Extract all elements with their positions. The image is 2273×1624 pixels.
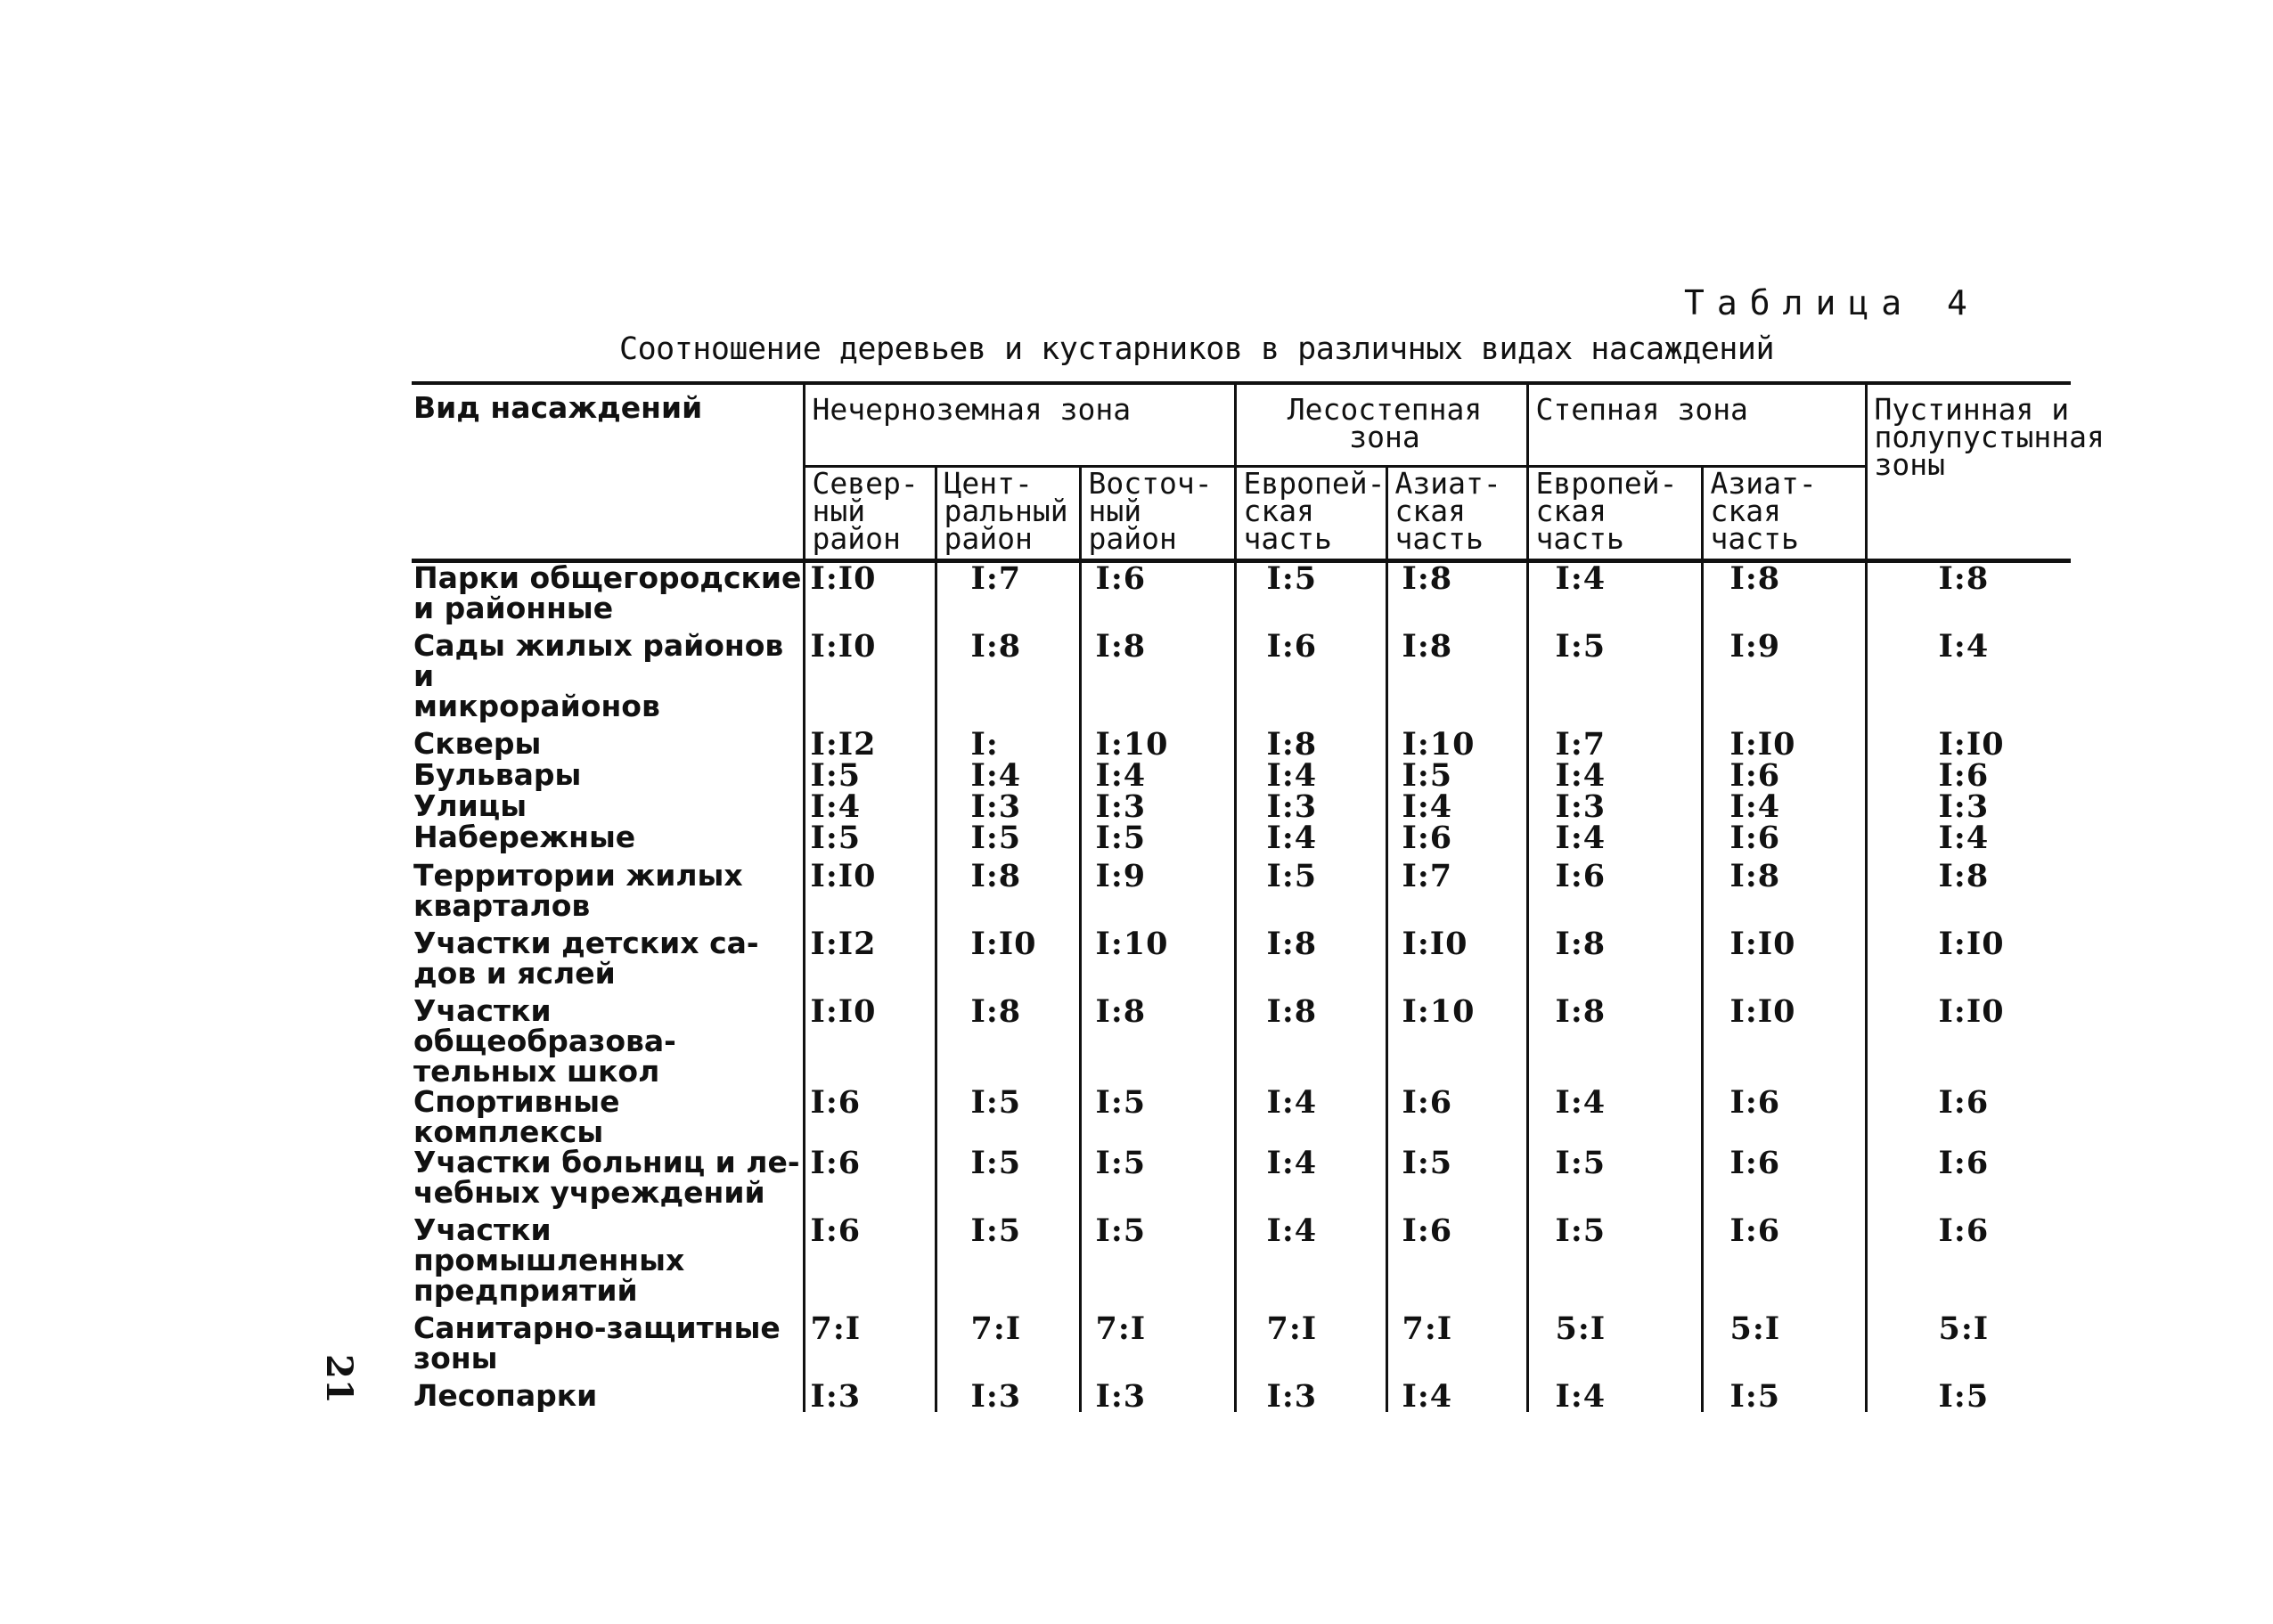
ratio-cell: I:8 bbox=[1080, 624, 1235, 722]
ratio-cell: 7:I bbox=[1386, 1306, 1527, 1374]
row-plantation-name: Бульвары bbox=[413, 757, 582, 792]
ratio-cell: I:5 bbox=[936, 1147, 1080, 1208]
ratio-cell: I:5 bbox=[1080, 1208, 1235, 1306]
ratio-cell: I:I0 bbox=[1702, 989, 1866, 1087]
header-group-steppe: Степная зона bbox=[1527, 383, 1866, 467]
ratio-cell: I:3 bbox=[1080, 791, 1235, 822]
ratio-cell: I:9 bbox=[1080, 853, 1235, 921]
row-plantation-name: Набережные bbox=[413, 820, 636, 854]
header-steppe-asian: Азиат- ская часть bbox=[1702, 467, 1866, 561]
ratio-cell: 7:I bbox=[1080, 1306, 1235, 1374]
ratio-cell: I:10 bbox=[1080, 921, 1235, 989]
table-row bbox=[412, 561, 2071, 624]
ratio-cell: 7:I bbox=[1235, 1306, 1386, 1374]
ratio-cell: I:4 bbox=[1527, 760, 1702, 791]
ratio-table bbox=[412, 381, 2105, 1415]
ratio-cell: I:8 bbox=[1386, 624, 1527, 722]
ratio-cell: I:8 bbox=[1527, 921, 1702, 989]
table-row bbox=[412, 760, 2071, 791]
ratio-cell: I:4 bbox=[1235, 1147, 1386, 1208]
header-north-district: Север- ный район bbox=[804, 467, 936, 561]
ratio-cell: I:6 bbox=[1702, 1208, 1866, 1306]
ratio-cell: I:6 bbox=[804, 1147, 936, 1208]
table-row bbox=[412, 1374, 2071, 1412]
ratio-cell: I:10 bbox=[1386, 989, 1527, 1087]
ratio-cell: I:4 bbox=[1527, 561, 1702, 624]
ratio-cell: I:I2 bbox=[804, 921, 936, 989]
header-row-groups bbox=[412, 383, 2071, 467]
ratio-cell: I:6 bbox=[1527, 853, 1702, 921]
ratio-cell: I:8 bbox=[1866, 561, 2071, 624]
ratio-cell: 5:I bbox=[1866, 1306, 2071, 1374]
ratio-cell: I:8 bbox=[1235, 921, 1386, 989]
row-plantation-name: Участки промышленных предприятий bbox=[413, 1212, 685, 1308]
ratio-cell: I:5 bbox=[1080, 1147, 1235, 1208]
row-plantation-name: Улицы bbox=[413, 788, 527, 823]
ratio-cell: I:3 bbox=[936, 791, 1080, 822]
table-caption: Соотношение деревьев и кустарников в различных видах насаждений bbox=[619, 331, 1775, 367]
ratio-cell: I:5 bbox=[1235, 561, 1386, 624]
row-plantation-name: Лесопарки bbox=[413, 1378, 598, 1413]
ratio-cell: I:5 bbox=[1527, 624, 1702, 722]
ratio-cell: I:4 bbox=[1866, 822, 2071, 853]
header-steppe-european: Европей- ская часть bbox=[1527, 467, 1702, 561]
ratio-cell: I:8 bbox=[1527, 989, 1702, 1087]
table-row bbox=[412, 1087, 2071, 1147]
ratio-cell: I: bbox=[936, 722, 1080, 760]
header-forest-steppe-european: Европей- ская часть bbox=[1235, 467, 1386, 561]
header-forest-steppe-asian: Азиат- ская часть bbox=[1386, 467, 1527, 561]
ratio-cell: I:I0 bbox=[936, 921, 1080, 989]
ratio-cell: 7:I bbox=[804, 1306, 936, 1374]
ratio-cell: I:5 bbox=[804, 760, 936, 791]
ratio-cell: I:8 bbox=[1702, 561, 1866, 624]
header-east-district: Восточ- ный район bbox=[1080, 467, 1235, 561]
ratio-cell: I:6 bbox=[804, 1208, 936, 1306]
ratio-cell: I:10 bbox=[1386, 722, 1527, 760]
row-plantation-name: Санитарно-защитные зоны bbox=[413, 1310, 781, 1375]
ratio-cell: I:6 bbox=[1386, 1208, 1527, 1306]
table-row bbox=[412, 1147, 2071, 1208]
ratio-cell: I:6 bbox=[1235, 624, 1386, 722]
row-plantation-name: Участки детских са- дов и яслей bbox=[413, 926, 759, 991]
ratio-cell: I:I0 bbox=[1866, 921, 2071, 989]
ratio-cell: I:8 bbox=[1080, 989, 1235, 1087]
ratio-cell: I:5 bbox=[1527, 1208, 1702, 1306]
row-plantation-name: Спортивные комплексы bbox=[413, 1084, 620, 1149]
ratio-cell: I:3 bbox=[936, 1374, 1080, 1412]
ratio-cell: I:5 bbox=[1702, 1374, 1866, 1412]
ratio-cell: I:5 bbox=[1235, 853, 1386, 921]
ratio-cell: I:3 bbox=[1866, 791, 2071, 822]
ratio-cell: I:4 bbox=[1527, 1087, 1702, 1147]
ratio-cell: I:10 bbox=[1080, 722, 1235, 760]
ratio-cell: I:6 bbox=[1866, 1087, 2071, 1147]
ratio-cell: I:8 bbox=[1702, 853, 1866, 921]
table-label: Таблица 4 bbox=[1684, 283, 1980, 322]
ratio-cell: I:I0 bbox=[1702, 722, 1866, 760]
ratio-cell: I:I0 bbox=[1702, 921, 1866, 989]
table-row bbox=[412, 1208, 2071, 1306]
ratio-cell: I:6 bbox=[1080, 561, 1235, 624]
table-row bbox=[412, 921, 2071, 989]
ratio-cell: I:4 bbox=[1235, 1087, 1386, 1147]
ratio-cell: I:8 bbox=[1386, 561, 1527, 624]
ratio-cell: I:8 bbox=[1235, 722, 1386, 760]
ratio-cell: I:4 bbox=[936, 760, 1080, 791]
header-central-district: Цент- ральный район bbox=[936, 467, 1080, 561]
header-plantation-type: Вид насаждений bbox=[412, 383, 804, 561]
ratio-cell: I:7 bbox=[936, 561, 1080, 624]
ratio-cell: I:8 bbox=[936, 853, 1080, 921]
row-plantation-name: Участки общеобразова- тельных школ bbox=[413, 993, 676, 1089]
row-plantation-name: Скверы bbox=[413, 726, 542, 761]
ratio-cell: I:3 bbox=[1235, 1374, 1386, 1412]
ratio-cell: I:I0 bbox=[1386, 921, 1527, 989]
ratio-cell: I:7 bbox=[1386, 853, 1527, 921]
ratio-cell: I:4 bbox=[1702, 791, 1866, 822]
ratio-cell: I:4 bbox=[1080, 760, 1235, 791]
table-row bbox=[412, 722, 2071, 760]
ratio-cell: 7:I bbox=[936, 1306, 1080, 1374]
ratio-cell: I:5 bbox=[1866, 1374, 2071, 1412]
ratio-cell: I:I0 bbox=[804, 989, 936, 1087]
ratio-cell: I:6 bbox=[1866, 1208, 2071, 1306]
ratio-cell: I:8 bbox=[1235, 989, 1386, 1087]
ratio-cell: I:5 bbox=[936, 1087, 1080, 1147]
ratio-cell: I:4 bbox=[1866, 624, 2071, 722]
ratio-cell: I:9 bbox=[1702, 624, 1866, 722]
table-row bbox=[412, 1306, 2071, 1374]
ratio-cell: I:6 bbox=[1702, 760, 1866, 791]
ratio-cell: I:I0 bbox=[804, 561, 936, 624]
ratio-cell: I:5 bbox=[1080, 822, 1235, 853]
ratio-cell: I:4 bbox=[1527, 1374, 1702, 1412]
header-group-forest-steppe: Лесостепная зона bbox=[1235, 383, 1527, 467]
ratio-cell: I:6 bbox=[804, 1087, 936, 1147]
ratio-cell: I:6 bbox=[1386, 1087, 1527, 1147]
row-plantation-name: Территории жилых кварталов bbox=[413, 858, 743, 923]
ratio-cell: I:6 bbox=[1866, 1147, 2071, 1208]
ratio-cell: I:5 bbox=[1386, 760, 1527, 791]
ratio-cell: I:5 bbox=[1527, 1147, 1702, 1208]
ratio-cell: I:I0 bbox=[804, 624, 936, 722]
ratio-cell: I:6 bbox=[1866, 760, 2071, 791]
ratio-cell: I:8 bbox=[936, 989, 1080, 1087]
table-row bbox=[412, 853, 2071, 921]
ratio-cell: I:3 bbox=[804, 1374, 936, 1412]
table-row bbox=[412, 624, 2071, 722]
ratio-cell: I:4 bbox=[1386, 1374, 1527, 1412]
table-row bbox=[412, 989, 2071, 1087]
ratio-cell: I:3 bbox=[1080, 1374, 1235, 1412]
ratio-cell: I:6 bbox=[1702, 1087, 1866, 1147]
ratio-cell: I:4 bbox=[1527, 822, 1702, 853]
ratio-cell: I:4 bbox=[1235, 822, 1386, 853]
table-body bbox=[412, 561, 2071, 1413]
table-row bbox=[412, 822, 2071, 853]
ratio-cell: I:I0 bbox=[1866, 989, 2071, 1087]
ratio-cell: I:5 bbox=[804, 822, 936, 853]
ratio-cell: I:4 bbox=[804, 791, 936, 822]
ratio-cell: I:7 bbox=[1527, 722, 1702, 760]
ratio-cell: I:5 bbox=[1386, 1147, 1527, 1208]
ratio-cell: I:3 bbox=[1527, 791, 1702, 822]
header-group-nonchernozem: Нечерноземная зона bbox=[804, 383, 1235, 467]
ratio-cell: 5:I bbox=[1702, 1306, 1866, 1374]
ratio-cell: I:I0 bbox=[804, 853, 936, 921]
ratio-cell: I:5 bbox=[936, 822, 1080, 853]
ratio-cell: I:5 bbox=[936, 1208, 1080, 1306]
ratio-cell: 5:I bbox=[1527, 1306, 1702, 1374]
ratio-cell: I:I2 bbox=[804, 722, 936, 760]
ratio-cell: I:8 bbox=[936, 624, 1080, 722]
ratio-cell: I:6 bbox=[1702, 822, 1866, 853]
ratio-cell: I:6 bbox=[1386, 822, 1527, 853]
row-plantation-name: Участки больниц и ле- чебных учреждений bbox=[413, 1145, 800, 1210]
ratio-cell: I:4 bbox=[1386, 791, 1527, 822]
ratio-cell: I:6 bbox=[1702, 1147, 1866, 1208]
ratio-cell: I:I0 bbox=[1866, 722, 2071, 760]
table-row bbox=[412, 791, 2071, 822]
ratio-table-container bbox=[412, 381, 2105, 1415]
ratio-cell: I:4 bbox=[1235, 1208, 1386, 1306]
header-group-desert: Пустинная и полупустынная зоны bbox=[1866, 383, 2071, 561]
row-plantation-name: Сады жилых районов и микрорайонов bbox=[413, 628, 784, 723]
ratio-cell: I:8 bbox=[1866, 853, 2071, 921]
ratio-cell: I:3 bbox=[1235, 791, 1386, 822]
ratio-cell: I:5 bbox=[1080, 1087, 1235, 1147]
page-number: 21 bbox=[318, 1354, 360, 1404]
row-plantation-name: Парки общегородские и районные bbox=[413, 560, 802, 625]
ratio-cell: I:4 bbox=[1235, 760, 1386, 791]
